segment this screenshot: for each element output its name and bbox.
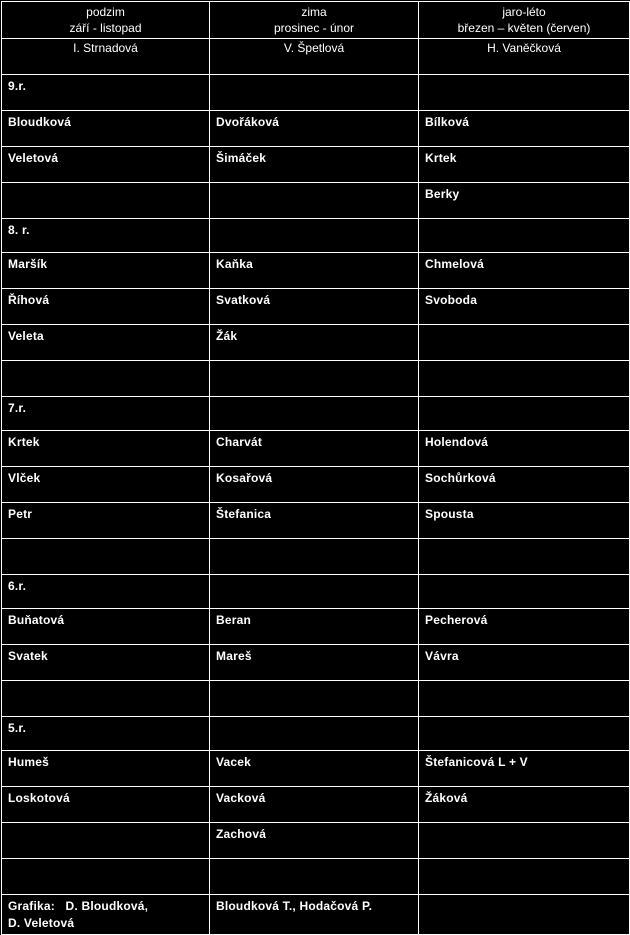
table-cell: Bílková: [419, 111, 630, 147]
table-cell: Zachová: [210, 823, 419, 859]
table-cell: 8. r.: [2, 219, 210, 253]
table-row: [2, 645, 630, 681]
table-row: [2, 787, 630, 823]
table-cell: Buňatová: [2, 609, 210, 645]
table-cell: Žáková: [419, 787, 630, 823]
table-row: [2, 717, 630, 751]
table-row: [2, 219, 630, 253]
table-cell: [419, 681, 630, 717]
graphics-credit-line: D. Veletová: [8, 916, 75, 930]
table-cell: [210, 397, 419, 431]
table-cell: 9.r.: [2, 75, 210, 111]
table-cell: [419, 219, 630, 253]
table-cell: [210, 183, 419, 219]
schedule-table: [1, 1, 630, 935]
season-months: prosinec - únor: [273, 21, 355, 35]
table-cell: [210, 717, 419, 751]
season-header-row: [2, 2, 630, 39]
table-row: [2, 609, 630, 645]
table-cell: [419, 717, 630, 751]
table-cell: [2, 539, 210, 575]
table-cell: [210, 859, 419, 895]
table-cell: [210, 361, 419, 397]
table-cell: Vacek: [210, 751, 419, 787]
table-row: [2, 681, 630, 717]
table-row: [2, 253, 630, 289]
table-cell: [419, 75, 630, 111]
table-cell: Říhová: [2, 289, 210, 325]
table-cell: [2, 681, 210, 717]
table-cell: Svoboda: [419, 289, 630, 325]
table-cell: [210, 539, 419, 575]
table-cell: 7.r.: [2, 397, 210, 431]
table-cell: Berky: [419, 183, 630, 219]
table-row: [2, 361, 630, 397]
table-cell: [2, 183, 210, 219]
table-cell: [419, 539, 630, 575]
season-name: jaro-léto: [502, 5, 546, 19]
table-row: [2, 325, 630, 361]
table-cell: Mareš: [210, 645, 419, 681]
table-cell: Maršík: [2, 253, 210, 289]
table-row: [2, 503, 630, 539]
table-row: [2, 467, 630, 503]
table-cell: Vlček: [2, 467, 210, 503]
table-cell: Šimáček: [210, 147, 419, 183]
season-months: březen – květen (červen): [457, 21, 591, 35]
table-cell: [210, 219, 419, 253]
table-cell: [419, 397, 630, 431]
table-cell: Spousta: [419, 503, 630, 539]
graphics-credit-cell: Bloudková T., Hodačová P.: [210, 895, 419, 935]
table-cell: [419, 361, 630, 397]
table-row: [2, 859, 630, 895]
table-cell: [419, 575, 630, 609]
table-cell: Charvát: [210, 431, 419, 467]
table-row: [2, 147, 630, 183]
table-cell: Veletová: [2, 147, 210, 183]
table-cell: Bloudková: [2, 111, 210, 147]
table-cell: Loskotová: [2, 787, 210, 823]
teacher-spring-summer: H. Vaněčková: [419, 39, 630, 75]
table-row: [2, 539, 630, 575]
table-cell: Svatek: [2, 645, 210, 681]
season-header-winter: [210, 2, 419, 39]
table-cell: [419, 325, 630, 361]
table-row: [2, 289, 630, 325]
table-row: [2, 575, 630, 609]
table-cell: 5.r.: [2, 717, 210, 751]
table-cell: [2, 859, 210, 895]
table-cell: Holendová: [419, 431, 630, 467]
table-row: [2, 75, 630, 111]
table-cell: Krtek: [419, 147, 630, 183]
teacher-autumn: I. Strnadová: [2, 39, 210, 75]
table-cell: [210, 681, 419, 717]
table-row: [2, 111, 630, 147]
table-cell: Kaňka: [210, 253, 419, 289]
table-cell: Štefanicová L + V: [419, 751, 630, 787]
table-row: [2, 823, 630, 859]
table-cell: Kosařová: [210, 467, 419, 503]
table-cell: [210, 575, 419, 609]
table-cell: Humeš: [2, 751, 210, 787]
teacher-row: [2, 39, 630, 75]
table-cell: [2, 823, 210, 859]
table-cell: Žák: [210, 325, 419, 361]
table-cell: Beran: [210, 609, 419, 645]
table-cell: Veleta: [2, 325, 210, 361]
table-cell: [419, 859, 630, 895]
table-row: [2, 183, 630, 219]
teacher-winter: V. Špetlová: [210, 39, 419, 75]
table-cell: Sochůrková: [419, 467, 630, 503]
table-cell: Vávra: [419, 645, 630, 681]
table-cell: [210, 75, 419, 111]
table-cell: Krtek: [2, 431, 210, 467]
season-months: září - listopad: [69, 21, 142, 35]
table-cell: [2, 361, 210, 397]
table-cell: Vacková: [210, 787, 419, 823]
graphics-credit-line: Grafika: D. Bloudková,: [8, 899, 149, 913]
table-cell: [419, 823, 630, 859]
table-row: [2, 431, 630, 467]
table-cell: 6.r.: [2, 575, 210, 609]
table-cell: Pecherová: [419, 609, 630, 645]
season-name: zima: [301, 5, 327, 19]
table-cell: Petr: [2, 503, 210, 539]
season-name: podzim: [86, 5, 125, 19]
table-cell: Štefanica: [210, 503, 419, 539]
table-cell: Chmelová: [419, 253, 630, 289]
table-cell: Dvořáková: [210, 111, 419, 147]
season-header-autumn: [2, 2, 210, 39]
table-cell: Svatková: [210, 289, 419, 325]
season-header-spring-summer: [419, 2, 630, 39]
table-row: [2, 397, 630, 431]
table-row: [2, 751, 630, 787]
